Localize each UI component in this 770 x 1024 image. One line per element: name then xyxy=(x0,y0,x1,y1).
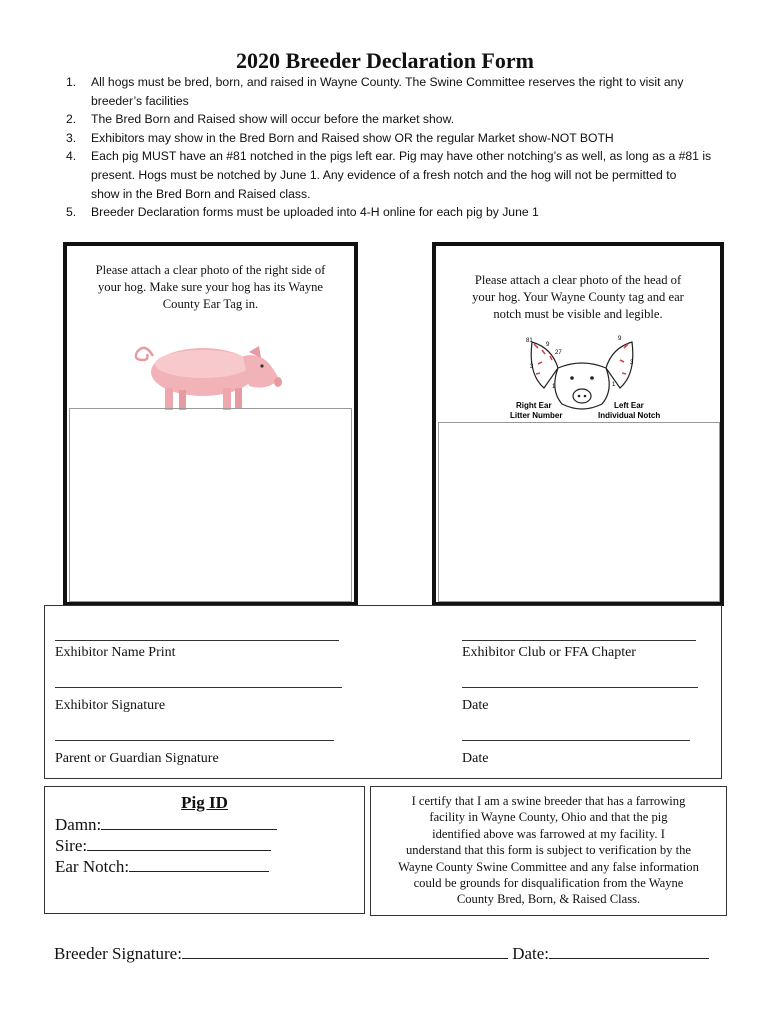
ear-notch-field[interactable] xyxy=(55,857,269,877)
damn-input-line[interactable] xyxy=(101,815,277,830)
parent-date-line[interactable] xyxy=(462,740,690,741)
right-ear-label: Right Ear xyxy=(516,401,552,410)
parent-signature-label: Parent or Guardian Signature xyxy=(55,751,219,766)
ear-notch-diagram xyxy=(502,334,662,424)
rule-line: breeder’s facilities xyxy=(91,93,189,108)
pig-id-box xyxy=(44,786,365,914)
right-ear-sublabel: Litter Number xyxy=(510,411,563,420)
breeder-signature-label: Breeder Signature: xyxy=(54,944,182,963)
certification-box xyxy=(370,786,727,916)
parent-signature-line[interactable] xyxy=(55,740,334,741)
breeder-date-label: Date: xyxy=(512,944,550,963)
breeder-signature-row xyxy=(54,943,709,964)
damn-field[interactable] xyxy=(55,815,277,835)
pig-side-illustration xyxy=(131,334,291,414)
side-photo-attach-area[interactable] xyxy=(69,408,352,602)
instruction-line: your hog. Your Wayne County tag and ear xyxy=(472,290,684,304)
certification-text xyxy=(381,793,716,908)
instruction-line: notch must be visible and legible. xyxy=(493,307,663,321)
rule-item xyxy=(66,129,736,148)
notch-number: 1 xyxy=(552,384,556,390)
rule-number: 4. xyxy=(66,149,77,164)
form-title: 2020 Breeder Declaration Form xyxy=(236,48,534,73)
breeder-signature-line[interactable] xyxy=(182,943,508,959)
sire-input-line[interactable] xyxy=(87,836,271,851)
club-line[interactable] xyxy=(462,640,696,641)
exhibitor-signature-line[interactable] xyxy=(55,687,342,688)
cert-line: understand that this form is subject to verification by the xyxy=(405,843,692,858)
sire-label: Sire: xyxy=(55,836,88,855)
exhibitor-name-label: Exhibitor Name Print xyxy=(55,645,176,660)
club-label: Exhibitor Club or FFA Chapter xyxy=(462,645,636,660)
notch-number: 3 xyxy=(630,360,634,366)
instruction-line: Please attach a clear photo of the right side of xyxy=(95,263,326,277)
cert-line: County Bred, Born, & Raised Class. xyxy=(456,892,641,907)
rule-item xyxy=(66,147,736,203)
side-photo-box[interactable] xyxy=(63,242,358,606)
cert-line: identified above was farrowed at my facility. I xyxy=(432,826,665,841)
cert-line: facility in Wayne County, Ohio and that the pig xyxy=(429,810,668,825)
date-line[interactable] xyxy=(462,687,698,688)
left-ear-label: Left Ear xyxy=(614,401,644,410)
rule-number: 3. xyxy=(66,130,77,145)
cert-line: I certify that I am a swine breeder that has a farrowing xyxy=(411,794,686,808)
side-photo-instructions xyxy=(77,262,344,313)
pig-id-title: Pig ID xyxy=(181,793,228,812)
notch-number: 9 xyxy=(546,342,550,348)
rule-number: 2. xyxy=(66,112,77,127)
head-photo-attach-area[interactable] xyxy=(438,422,720,602)
breeder-date-line[interactable] xyxy=(549,943,709,959)
notch-number: 3 xyxy=(530,364,534,370)
cert-line: Wayne County Swine Committee and any false information xyxy=(398,859,699,874)
parent-date-label: Date xyxy=(462,751,489,766)
rule-line: All hogs must be bred, born, and raised in Wayne County. The Swine Committee reserves the right to visit any xyxy=(91,75,684,89)
rule-item xyxy=(66,110,736,129)
notch-number: 1 xyxy=(612,382,616,388)
rule-item xyxy=(66,73,736,110)
notch-number: 9 xyxy=(618,336,622,342)
ear-notch-label: Ear Notch: xyxy=(55,857,130,876)
left-ear-sublabel: Individual Notch xyxy=(598,411,661,420)
rule-line: Exhibitors may show in the Bred Born and Raised show OR the regular Market show-NOT BOTH xyxy=(91,130,614,145)
rule-line: Breeder Declaration forms must be uploaded into 4-H online for each pig by June 1 xyxy=(91,205,539,220)
rule-number: 5. xyxy=(66,205,77,220)
rule-line: Each pig MUST have an #81 notched in the pigs left ear. Pig may have other notching’s as well, as long as a #81 is xyxy=(91,149,712,164)
damn-label: Damn: xyxy=(55,815,102,834)
rule-line: The Bred Born and Raised show will occur before the market show. xyxy=(91,112,455,127)
instruction-line: Please attach a clear photo of the head of xyxy=(474,273,682,287)
ear-notch-input-line[interactable] xyxy=(129,857,269,872)
notch-number: 81 xyxy=(526,338,533,344)
rule-number: 1. xyxy=(66,75,77,89)
instruction-line: your hog. Make sure your hog has its Wayne xyxy=(97,280,324,294)
sire-field[interactable] xyxy=(55,836,271,856)
rule-line: present. Hogs must be notched by June 1. Any evidence of a fresh notch and the hog will not be permitted to xyxy=(91,167,677,182)
rule-item xyxy=(66,203,736,222)
notch-number: 27 xyxy=(555,350,562,356)
rules-list xyxy=(66,73,736,222)
exhibitor-signature-block xyxy=(44,605,722,779)
exhibitor-name-line[interactable] xyxy=(55,640,339,641)
rule-line: show in the Bred Born and Raised class. xyxy=(91,186,311,201)
head-photo-box[interactable] xyxy=(432,242,724,606)
instruction-line: County Ear Tag in. xyxy=(162,297,259,311)
head-photo-instructions xyxy=(446,272,710,323)
date-label: Date xyxy=(462,698,489,713)
cert-line: could be grounds for disqualification from the Wayne xyxy=(413,876,684,891)
exhibitor-signature-label: Exhibitor Signature xyxy=(55,698,166,713)
